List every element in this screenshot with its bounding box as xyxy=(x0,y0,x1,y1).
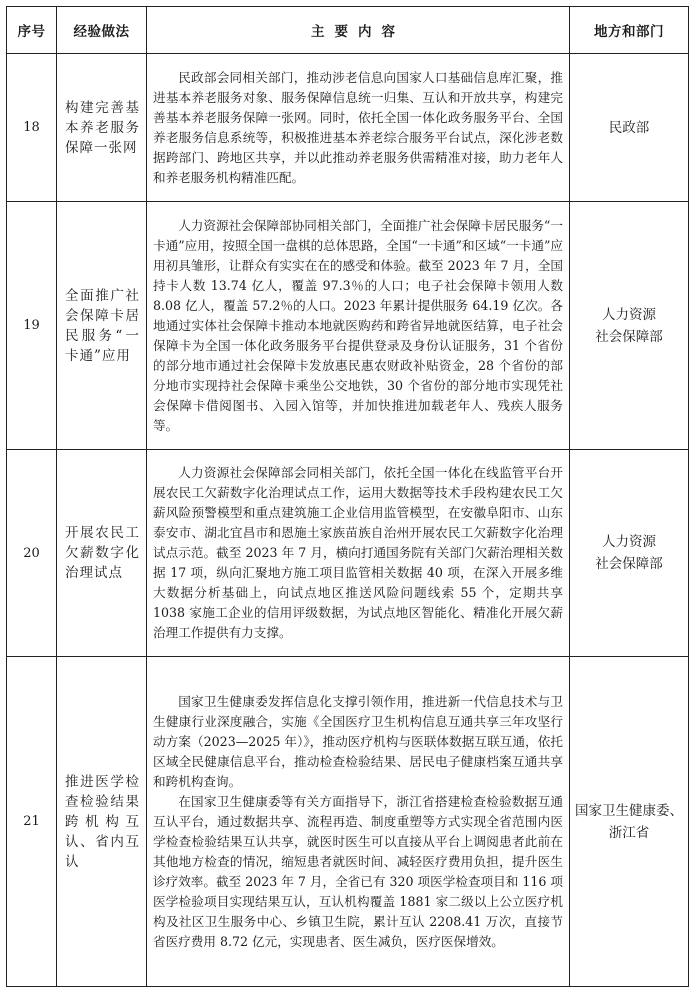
dept-line: 人力资源 xyxy=(602,534,656,550)
row-method: 推进医学检查检验结果跨机构互认、省内互认 xyxy=(57,657,147,987)
content-paragraph: 在国家卫生健康委等有关方面指导下，浙江省搭建检查检验数据互通互认平台，通过数据共享、流程再造、制度重塑等方式实现全省范围内医学检查检验结果互认共享，就医时医生可以直接从平台上调阅患者此前在其他地方检查的情况，缩短患者就医时间、减轻医疗费用负担，提升医生诊疗效率。截至 2023 年 7 月，全省已有 320 项医学检查项目和 116 项医学检验项目实现结果互认，互认机构覆盖 1881 家二级以上公立医疗机构及社区卫生服务中心、乡镇卫生院，累计互认 2208.41 万次，直接节省医疗费用 8.72 亿元，实现患者、医生减负，医疗医保增效。 xyxy=(153,793,563,949)
table-header-row xyxy=(7,7,689,54)
content-paragraph: 人力资源社会保障部协同相关部门，全面推广社会保障卡居民服务“一卡通”应用，按照全国一盘棋的总体思路，全国“一卡通”和区域“一卡通”应用初具雏形，让群众有实实在在的感受和体验。截至 2023 年 7 月，全国持卡人数 13.74 亿人，覆盖 97.3％的人口；电子社会保障卡领用人数 8.08 亿人，覆盖 57.2％的人口。2023 年累计提供服务 64.19 亿次。各地通过实体社会保障卡推动本地就医购药和跨省异地就医结算，电子社会保障卡为全国一体化政务服务平台提供登录及身份认证服务，31 个省份的部分地市通过社会保障卡发放惠民惠农财政补贴资金，28 个省份的部分地市实现持社会保障卡乘坐公交地铁，30 个省份的部分地市实现凭社会保障卡借阅图书、入园入馆等，并加快推进加载老年人、残疾人服务等。 xyxy=(153,217,564,433)
header-method: 经验做法 xyxy=(57,7,147,54)
dept-line: 社会保障部 xyxy=(595,328,663,345)
row-method: 全面推广社会保障卡居民服务“一卡通”应用 xyxy=(57,202,147,450)
table-row xyxy=(7,657,689,987)
dept-line: 人力资源 xyxy=(602,306,656,323)
header-content: 主要内容 xyxy=(147,7,570,54)
row-dept xyxy=(570,54,689,202)
row-method: 构建完善基本养老服务保障一张网 xyxy=(57,54,147,202)
header-seq: 序号 xyxy=(7,7,57,54)
header-dept: 地方和部门 xyxy=(570,7,689,54)
row-seq: 20 xyxy=(7,450,57,657)
content-paragraph: 民政部会同相关部门，推动涉老信息向国家人口基础信息库汇聚，推进基本养老服务对象、服务保障信息统一归集、互认和开放共享，构建完善基本养老服务保障一张网。同时，依托全国一体化政务服务平台、全国养老服务信息系统等，积极推进基本养老综合服务平台试点，深化涉老数据跨部门、跨地区共享，并以此推动养老服务供需精准对接，助力老年人和养老服务机构精准匹配。 xyxy=(153,69,563,185)
dept-line: 社会保障部 xyxy=(595,556,663,572)
table-row xyxy=(7,54,689,202)
row-content xyxy=(147,202,570,450)
row-seq: 19 xyxy=(7,202,57,450)
dept-line: 民政部 xyxy=(608,119,650,136)
row-content xyxy=(147,450,570,657)
dept-line: 国家卫生健康委、 xyxy=(575,802,683,819)
row-dept xyxy=(570,657,689,987)
row-content xyxy=(147,657,570,987)
table-row xyxy=(7,450,689,657)
dept-line: 浙江省 xyxy=(608,824,650,841)
row-dept xyxy=(570,450,689,657)
content-paragraph: 国家卫生健康委发挥信息化支撑引领作用，推进新一代信息技术与卫生健康行业深度融合，实施《全国医疗卫生机构信息互通共享三年攻坚行动方案（2023—2025 年）》，推动医疗机构与医联体数据互联互通，依托区域全民健康信息平台，推动检查检验结果、居民电子健康档案互通共享和跨机构查询。 xyxy=(153,693,563,789)
row-dept xyxy=(570,202,689,450)
row-seq: 21 xyxy=(7,657,57,987)
row-content xyxy=(147,54,570,202)
content-paragraph: 人力资源社会保障部会同相关部门，依托全国一体化在线监管平台开展农民工欠薪数字化治理试点工作，运用大数据等技术手段构建农民工欠薪风险预警模型和重点建筑施工企业信用监管模型，在安徽阜阳市、山东泰安市、湖北宜昌市和恩施土家族苗族自治州开展农民工欠薪数字化治理试点示范。截至 2023 年 7 月，横向打通国务院有关部门欠薪治理相关数据 17 项，纵向汇聚地方施工项目监管相关数据 40 项，在深入开展多维大数据分析基础上，向试点地区推送风险问题线索 55 个，定期共享 1038 家施工企业的信用评级数据，为试点地区智能化、精准化开展欠薪治理工作提供有力支撑。 xyxy=(153,465,563,640)
row-seq: 18 xyxy=(7,54,57,202)
experience-table xyxy=(6,6,689,987)
row-method: 开展农民工欠薪数字化治理试点 xyxy=(57,450,147,657)
table-row xyxy=(7,202,689,450)
